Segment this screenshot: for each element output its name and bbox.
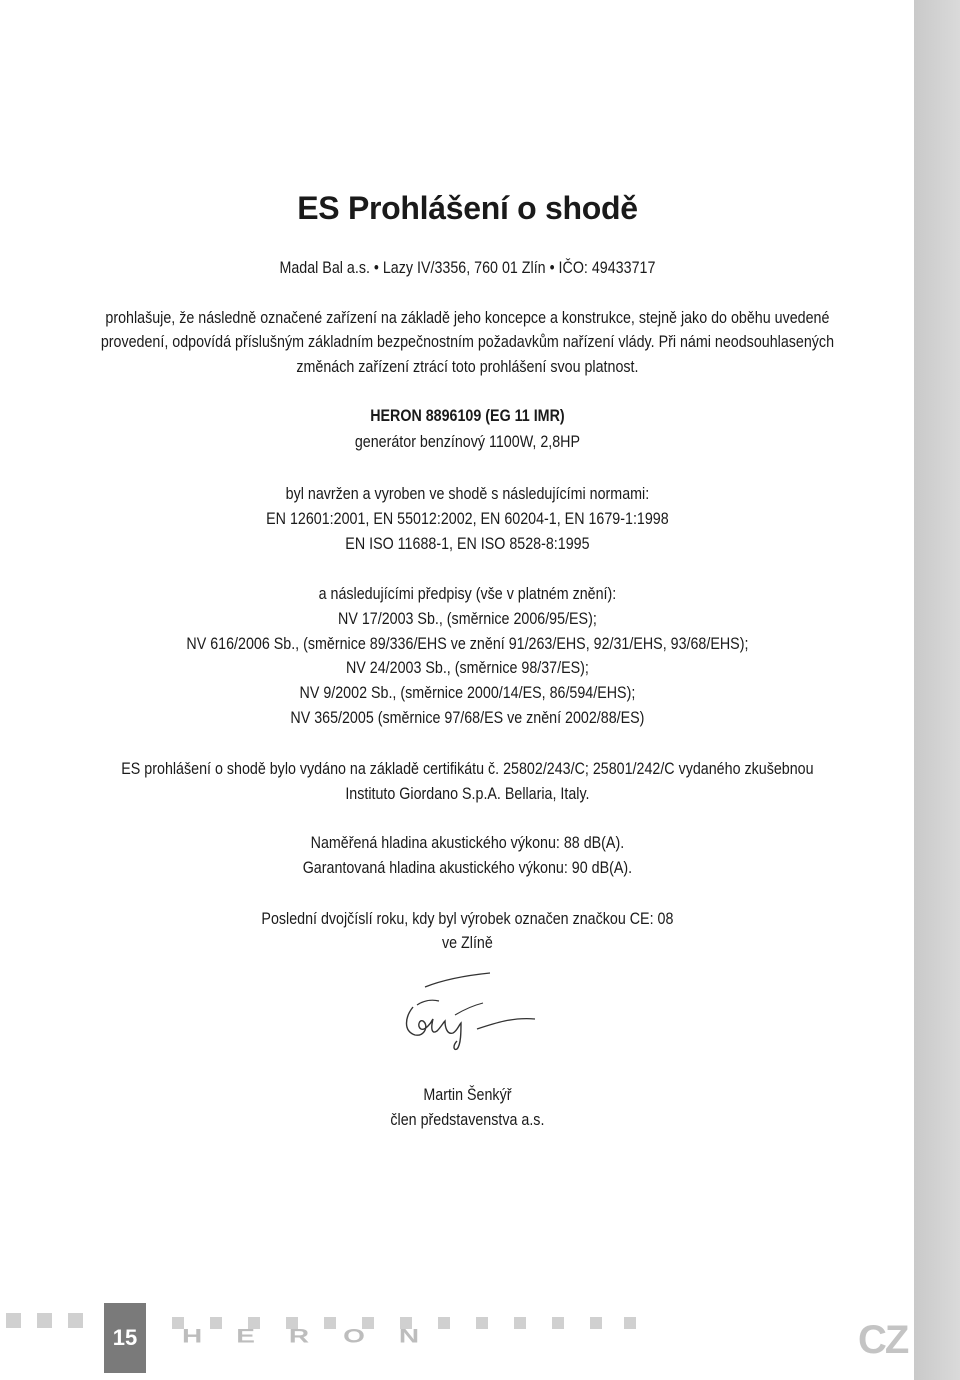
footer-square [6, 1313, 21, 1328]
norms-intro: byl navržen a vyroben ve shodě s následujícími normami: [285, 484, 650, 503]
noise-measured: Naměřená hladina akustického výkonu: 88 dB(A). [310, 833, 625, 852]
certificate-line: Instituto Giordano S.p.A. Bellaria, Italy. [345, 784, 590, 803]
ce-year: Poslední dvojčíslí roku, kdy byl výrobek označen značkou CE: 08 [261, 909, 674, 928]
norms-line: EN 12601:2001, EN 55012:2002, EN 60204-1, EN 1679-1:1998 [266, 509, 669, 528]
company-line: Madal Bal a.s. • Lazy IV/3356, 760 01 Zlín • IČO: 49433717 [279, 258, 656, 277]
signer-role: člen představenstva a.s. [390, 1110, 545, 1129]
brand-logo: HERON [182, 1325, 454, 1347]
regulation-line: NV 365/2005 (směrnice 97/68/ES ve znění 2002/88/ES) [290, 708, 645, 727]
regulation-line: NV 24/2003 Sb., (směrnice 98/37/ES); [345, 658, 589, 677]
footer-square [476, 1317, 488, 1329]
footer-square [68, 1313, 83, 1328]
page-number: 15 [104, 1303, 146, 1373]
norms-line: EN ISO 11688-1, EN ISO 8528-8:1995 [345, 534, 590, 553]
signature [395, 965, 545, 1065]
place: ve Zlíně [442, 933, 493, 952]
product-description: generátor benzínový 1100W, 2,8HP [354, 432, 581, 451]
product-model: HERON 8896109 (EG 11 IMR) [370, 406, 565, 425]
declaration-line: změnách zařízení ztrácí toto prohlášení svou platnost. [296, 357, 639, 376]
footer-square [624, 1317, 636, 1329]
page-title: ES Prohlášení o shodě [297, 190, 638, 226]
footer-square [37, 1313, 52, 1328]
footer-square [590, 1317, 602, 1329]
regulations-intro: a následujícími předpisy (vše v platném znění): [318, 584, 617, 603]
regulation-line: NV 616/2006 Sb., (směrnice 89/336/EHS ve znění 91/263/EHS, 92/31/EHS, 93/68/EHS); [186, 634, 749, 653]
certificate-line: ES prohlášení o shodě bylo vydáno na základě certifikátu č. 25802/243/C; 25801/242/C vydaného zkušebnou [121, 759, 814, 778]
declaration-line: prohlašuje, že následně označené zařízení na základě jeho koncepce a konstrukce, stejně jako do oběhu uvedené [105, 308, 830, 327]
footer-square [552, 1317, 564, 1329]
noise-guaranteed: Garantovaná hladina akustického výkonu: 90 dB(A). [302, 858, 633, 877]
regulation-line: NV 9/2002 Sb., (směrnice 2000/14/ES, 86/594/EHS); [299, 683, 636, 702]
footer-square [514, 1317, 526, 1329]
declaration-line: provedení, odpovídá příslušným základním bezpečnostním požadavkům nařízení vlády. Při námi neodsouhlasených [100, 332, 835, 351]
signer-name: Martin Šenkýř [423, 1085, 512, 1104]
language-code: CZ [858, 1318, 908, 1362]
regulation-line: NV 17/2003 Sb., (směrnice 2006/95/ES); [338, 609, 597, 628]
